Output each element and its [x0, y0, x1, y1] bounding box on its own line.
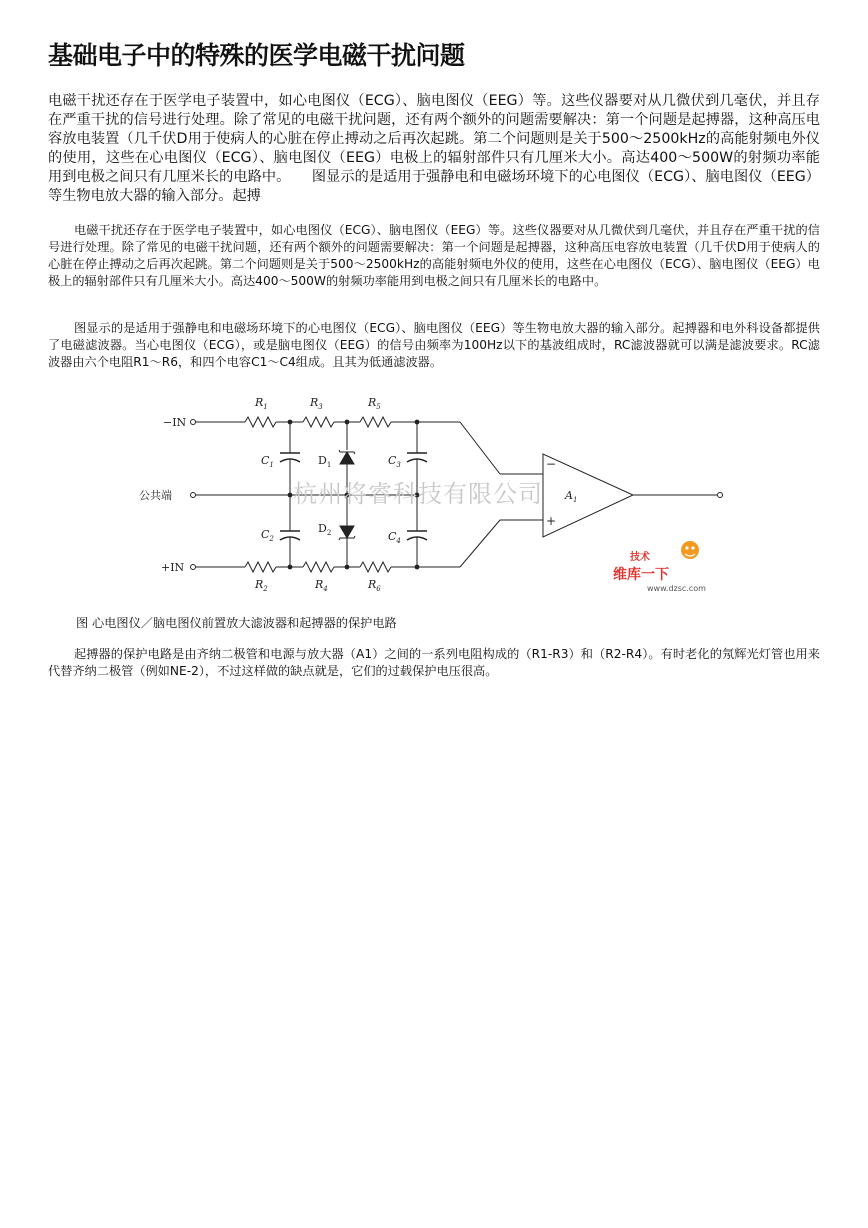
svg-text:R6: $R_6$ [368, 578, 381, 593]
label-r3: R [310, 396, 319, 409]
label-r2: R [255, 578, 264, 591]
svg-text:D2: $D_2$ [318, 522, 332, 537]
body-paragraph-3: 起搏器的保护电路是由齐纳二极管和电源与放大器（A1）之间的一系列电阻构成的（R1-R3）和（R2-R4）。有时老化的氖辉光灯管也用来代替齐纳二极管（例如NE-2），不过这样做的缺点就是，它们的过载保护电压很高。 [48, 647, 820, 678]
dzsc-logo [613, 541, 706, 593]
terminal-in-minus [191, 420, 196, 425]
op-amp-a1 [543, 454, 633, 537]
circuit-diagram [139, 392, 735, 604]
label-c2: C [261, 528, 270, 541]
terminal-in-plus [191, 565, 196, 570]
diode-d1 [340, 452, 354, 464]
diode-d2 [340, 526, 354, 538]
body-paragraph-1: 电磁干扰还存在于医学电子装置中，如心电图仪（ECG）、脑电图仪（EEG）等。这些仪器要对从几微伏到几毫伏，并且存在严重干扰的信号进行处理。除了常见的电磁干扰问题，还有两个额外的问题需要解决：第一个问题是起搏器，这种高压电容放电装置（几千伏D用于使病人的心脏在停止搏动之后再次起跳。第二个问题则是关于500～2500kHz的高能射频电外仪的使用，这些在心电图仪（ECG）、脑电图仪（EEG）电极上的辐射部件只有几厘米大小。高达400～500W的射频功率能用到电极之间只有几厘米长的电路中。 [48, 223, 820, 288]
label-common: 公共端 [139, 489, 172, 502]
resistor-r6 [360, 562, 391, 572]
label-in-minus: −IN [163, 416, 187, 429]
body-paragraph-2: 图显示的是适用于强静电和电磁场环境下的心电图仪（ECG）、脑电图仪（EEG）等生物电放大器的输入部分。起搏器和电外科设备都提供了电磁滤波器。当心电图仪（ECG），或是脑电图仪（EEG）的信号由频率为100Hz以下的基波组成时，RC滤波器就可以满是滤波要求。RC滤波器由六个电阻R1～R6，和四个电容C1～C4组成。且其为低通滤波器。 [48, 321, 820, 369]
watermark-text: 杭州将睿科技有限公司 [293, 480, 543, 508]
svg-text:R1: $R_1$ [255, 396, 268, 411]
resistor-r5 [360, 417, 391, 427]
svg-text:R2: $R_2$ [255, 578, 268, 593]
svg-text:www.dzsc.com: www.dzsc.com [647, 584, 706, 593]
label-c1: C [261, 454, 270, 467]
label-c4: C [388, 530, 397, 543]
resistor-r2 [245, 562, 276, 572]
label-r6: R [368, 578, 377, 591]
op-amp-plus-sign: + [546, 514, 557, 528]
resistor-r3 [303, 417, 334, 427]
abstract-text: 电磁干扰还存在于医学电子装置中，如心电图仪（ECG）、脑电图仪（EEG）等。这些仪器要对从几微伏到几毫伏，并且存在严重干扰的信号进行处理。除了常见的电磁干扰问题，还有两个额外的问题需要解决：第一个问题是起搏器，这种高压电容放电装置（几千伏D用于使病人的心脏在停止搏动之后再次起跳。第二个问题则是关于500～2500kHz的高能射频电外仪的使用，这些在心电图仪（ECG）、脑电图仪（EEG）电极上的辐射部件只有几厘米大小。高达400～500W的射频功率能用到电极之间只有几厘米长的电路中。 图显示的是适用于强静电和电磁场环境下的心电图仪（ECG）、脑电图仪（EEG）等生物电放大器的输入部分。起搏 [48, 93, 820, 204]
svg-text:维库一下: 维库一下 [613, 567, 669, 583]
op-amp-minus-sign: − [546, 457, 557, 471]
resistor-r1 [245, 417, 276, 427]
svg-text:A1: $A_1$ [565, 489, 578, 504]
terminal-output [718, 493, 723, 498]
label-c3: C [388, 454, 397, 467]
svg-text:C4: $C_4$ [388, 530, 401, 545]
label-a1: A [565, 489, 573, 502]
label-d1: D [318, 454, 327, 467]
label-r1: R [255, 396, 264, 409]
circuit-figure [139, 392, 735, 604]
svg-text:D1: $D_1$ [318, 454, 332, 469]
resistor-r4 [303, 562, 334, 572]
page-title: 基础电子中的特殊的医学电磁干扰问题 [48, 41, 465, 70]
terminal-common [191, 493, 196, 498]
svg-text:R3: $R_3$ [310, 396, 323, 411]
figure-caption: 图 心电图仪／脑电图仪前置放大滤波器和起搏器的保护电路 [76, 616, 397, 630]
label-r5: R [368, 396, 377, 409]
label-d2: D [318, 522, 327, 535]
label-r4: R [315, 578, 324, 591]
svg-text:C1: $C_1$ [261, 454, 274, 469]
svg-text:R4: $R_4$ [315, 578, 328, 593]
svg-text:C3: $C_3$ [388, 454, 401, 469]
label-in-plus: +IN [161, 561, 185, 574]
svg-text:C2: $C_2$ [261, 528, 274, 543]
svg-text:R5: $R_5$ [368, 396, 381, 411]
svg-text:技术: 技术 [630, 552, 650, 563]
